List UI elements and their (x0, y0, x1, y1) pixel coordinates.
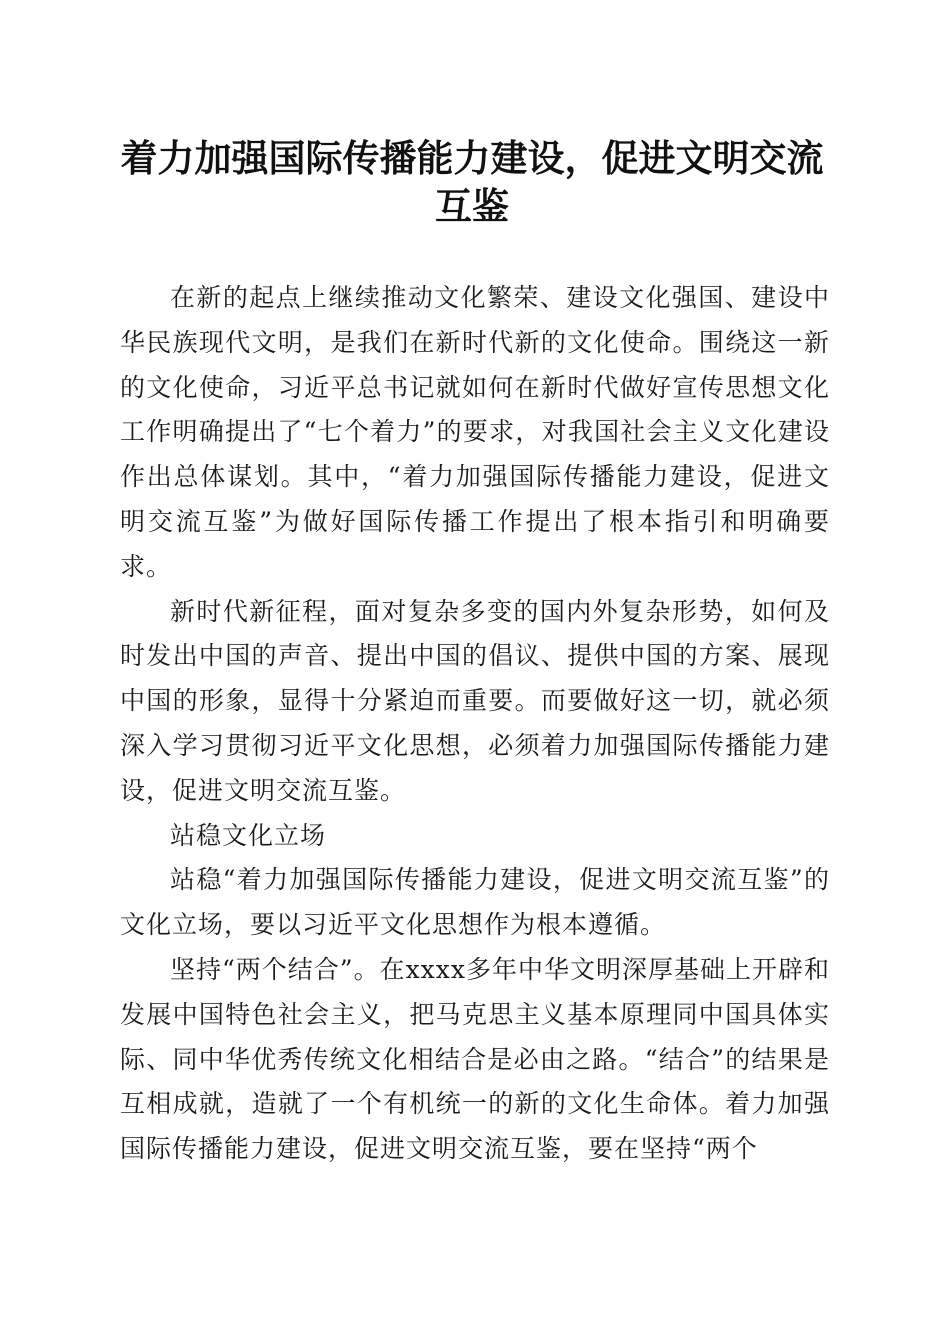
paragraph-stance: 站稳“着力加强国际传播能力建设，促进文明交流互鉴”的文化立场，要以习近平文化思想作为根本遵循。 (120, 865, 830, 940)
paragraph-two-combinations: 坚持“两个结合”。在xxxx多年中华文明深厚基础上开辟和发展中国特色社会主义，把马克思主义基本原理同中国具体实际、同中华优秀传统文化相结合是必由之路。“结合”的结果是互相成就，造就了一个有机统一的新的文化生命体。着力加强国际传播能力建设，促进文明交流互鉴，要在坚持“两个 (120, 954, 830, 1164)
document-title: 着力加强国际传播能力建设，促进文明交流互鉴 (120, 136, 824, 228)
paragraph-intro: 在新的起点上继续推动文化繁荣、建设文化强国、建设中华民族现代文明，是我们在新时代新的文化使命。围绕这一新的文化使命，习近平总书记就如何在新时代做好宣传思想文化工作明确提出了“七个着力”的要求，对我国社会主义文化建设作出总体谋划。其中，“着力加强国际传播能力建设，促进文明交流互鉴”为做好国际传播工作提出了根本指引和明确要求。 (120, 283, 830, 581)
paragraph-new-era: 新时代新征程，面对复杂多变的国内外复杂形势，如何及时发出中国的声音、提出中国的倡议、提供中国的方案、展现中国的形象，显得十分紧迫而重要。而要做好这一切，就必须深入学习贯彻习近平文化思想，必须着力加强国际传播能力建设，促进文明交流互鉴。 (120, 596, 830, 805)
document-body (120, 276, 830, 1172)
section-heading: 站稳文化立场 (170, 820, 327, 850)
